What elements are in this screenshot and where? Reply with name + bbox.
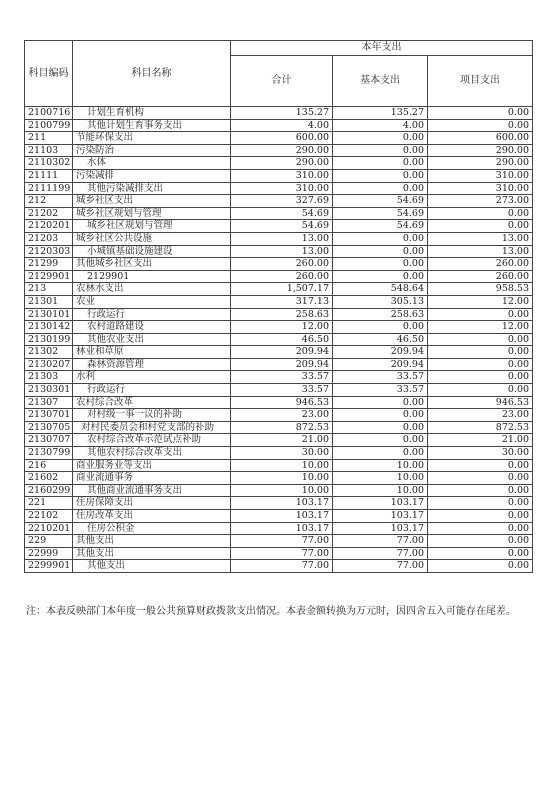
cell-basic: 0.00 (333, 421, 428, 434)
cell-name: 计划生育机构 (73, 107, 231, 120)
table-row (25, 270, 533, 283)
cell-basic: 548.64 (333, 283, 428, 296)
cell-code: 21103 (25, 144, 73, 157)
cell-total: 600.00 (231, 132, 333, 145)
cell-project: 0.00 (428, 384, 533, 397)
cell-code: 2129901 (25, 270, 73, 283)
table-row (25, 447, 533, 460)
cell-name: 商业流通事务 (73, 472, 231, 485)
cell-name: 其他商业流通事务支出 (73, 484, 231, 497)
table-row (25, 132, 533, 145)
cell-basic: 10.00 (333, 484, 428, 497)
cell-total: 77.00 (231, 547, 333, 560)
cell-total: 103.17 (231, 497, 333, 510)
table-row (25, 321, 533, 334)
cell-name: 行政运行 (73, 384, 231, 397)
cell-basic: 0.00 (333, 258, 428, 271)
cell-basic: 33.57 (333, 384, 428, 397)
table-body (25, 107, 533, 573)
cell-total: 310.00 (231, 182, 333, 195)
cell-basic: 0.00 (333, 232, 428, 245)
cell-project: 12.00 (428, 321, 533, 334)
cell-code: 2299901 (25, 560, 73, 573)
cell-name: 森林资源管理 (73, 358, 231, 371)
cell-project: 260.00 (428, 270, 533, 283)
cell-code: 221 (25, 497, 73, 510)
cell-code: 2111199 (25, 182, 73, 195)
cell-code: 216 (25, 459, 73, 472)
cell-code: 21202 (25, 207, 73, 220)
cell-name: 城乡社区规划与管理 (73, 207, 231, 220)
cell-project: 273.00 (428, 195, 533, 208)
cell-project: 0.00 (428, 522, 533, 535)
table-row (25, 472, 533, 485)
cell-total: 77.00 (231, 560, 333, 573)
cell-total: 260.00 (231, 258, 333, 271)
cell-total: 209.94 (231, 346, 333, 359)
cell-code: 2130101 (25, 308, 73, 321)
cell-basic: 0.00 (333, 321, 428, 334)
expenditure-table-sheet (24, 40, 532, 573)
table-row (25, 157, 533, 170)
table-header-row-top (25, 41, 533, 56)
cell-project: 0.00 (428, 346, 533, 359)
cell-total: 1,507.17 (231, 283, 333, 296)
cell-name: 城乡社区规划与管理 (73, 220, 231, 233)
cell-total: 33.57 (231, 371, 333, 384)
cell-code: 21203 (25, 232, 73, 245)
cell-code: 2110302 (25, 157, 73, 170)
cell-name: 其他计划生育事务支出 (73, 119, 231, 132)
cell-code: 2130705 (25, 421, 73, 434)
table-row (25, 182, 533, 195)
table-row (25, 434, 533, 447)
cell-project: 0.00 (428, 119, 533, 132)
cell-basic: 46.50 (333, 333, 428, 346)
cell-name: 林业和草原 (73, 346, 231, 359)
table-row (25, 283, 533, 296)
cell-basic: 209.94 (333, 346, 428, 359)
header-group: 本年支出 (231, 41, 533, 56)
table-row (25, 295, 533, 308)
cell-total: 290.00 (231, 144, 333, 157)
table-row (25, 358, 533, 371)
cell-code: 21303 (25, 371, 73, 384)
cell-code: 2100799 (25, 119, 73, 132)
cell-total: 33.57 (231, 384, 333, 397)
cell-basic: 10.00 (333, 459, 428, 472)
cell-total: 21.00 (231, 434, 333, 447)
cell-name: 商业服务业等支出 (73, 459, 231, 472)
cell-basic: 0.00 (333, 157, 428, 170)
cell-total: 317.13 (231, 295, 333, 308)
cell-project: 872.53 (428, 421, 533, 434)
cell-project: 0.00 (428, 107, 533, 120)
cell-total: 10.00 (231, 484, 333, 497)
table-row (25, 371, 533, 384)
cell-basic: 54.69 (333, 195, 428, 208)
cell-code: 2100716 (25, 107, 73, 120)
cell-name: 对村级一事一议的补助 (73, 409, 231, 422)
cell-code: 2130142 (25, 321, 73, 334)
cell-basic: 0.00 (333, 434, 428, 447)
header-basic: 基本支出 (333, 56, 428, 107)
table-row (25, 409, 533, 422)
cell-name: 农村综合改革示范试点补助 (73, 434, 231, 447)
cell-project: 260.00 (428, 258, 533, 271)
cell-code: 21602 (25, 472, 73, 485)
table-row (25, 510, 533, 523)
cell-basic: 103.17 (333, 522, 428, 535)
cell-project: 0.00 (428, 497, 533, 510)
cell-code: 2120303 (25, 245, 73, 258)
cell-name: 农村综合改革 (73, 396, 231, 409)
cell-basic: 10.00 (333, 472, 428, 485)
cell-total: 54.69 (231, 220, 333, 233)
cell-total: 327.69 (231, 195, 333, 208)
header-code: 科目编码 (25, 41, 73, 107)
cell-project: 12.00 (428, 295, 533, 308)
cell-basic: 0.00 (333, 447, 428, 460)
cell-basic: 33.57 (333, 371, 428, 384)
cell-code: 21302 (25, 346, 73, 359)
cell-total: 13.00 (231, 245, 333, 258)
cell-name: 农业 (73, 295, 231, 308)
table-row (25, 258, 533, 271)
cell-basic: 305.13 (333, 295, 428, 308)
cell-code: 22999 (25, 547, 73, 560)
cell-total: 30.00 (231, 447, 333, 460)
cell-code: 2210201 (25, 522, 73, 535)
cell-total: 209.94 (231, 358, 333, 371)
cell-name: 水利 (73, 371, 231, 384)
cell-basic: 0.00 (333, 144, 428, 157)
table-row (25, 421, 533, 434)
cell-project: 13.00 (428, 232, 533, 245)
table-row (25, 119, 533, 132)
cell-total: 4.00 (231, 119, 333, 132)
cell-project: 0.00 (428, 308, 533, 321)
cell-project: 0.00 (428, 472, 533, 485)
cell-name: 其他支出 (73, 547, 231, 560)
cell-code: 2130799 (25, 447, 73, 460)
table-row (25, 144, 533, 157)
cell-project: 946.53 (428, 396, 533, 409)
cell-project: 600.00 (428, 132, 533, 145)
cell-name: 其他城乡社区支出 (73, 258, 231, 271)
table-row (25, 560, 533, 573)
table-row (25, 459, 533, 472)
cell-code: 21307 (25, 396, 73, 409)
cell-project: 21.00 (428, 434, 533, 447)
cell-project: 23.00 (428, 409, 533, 422)
cell-total: 290.00 (231, 157, 333, 170)
cell-total: 946.53 (231, 396, 333, 409)
table-row (25, 220, 533, 233)
cell-code: 2130701 (25, 409, 73, 422)
cell-name: 其他支出 (73, 560, 231, 573)
expenditure-table (24, 40, 533, 573)
cell-basic: 54.69 (333, 220, 428, 233)
cell-project: 0.00 (428, 484, 533, 497)
cell-project: 0.00 (428, 547, 533, 560)
cell-name: 其他农村综合改革支出 (73, 447, 231, 460)
cell-name: 对村民委员会和村党支部的补助 (73, 421, 231, 434)
header-project: 项目支出 (428, 56, 533, 107)
cell-total: 103.17 (231, 522, 333, 535)
table-row (25, 169, 533, 182)
cell-code: 2130199 (25, 333, 73, 346)
cell-name: 其他污染减排支出 (73, 182, 231, 195)
cell-project: 0.00 (428, 510, 533, 523)
cell-project: 0.00 (428, 459, 533, 472)
table-row (25, 535, 533, 548)
cell-name: 水体 (73, 157, 231, 170)
cell-name: 小城镇基础设施建设 (73, 245, 231, 258)
cell-code: 213 (25, 283, 73, 296)
cell-project: 13.00 (428, 245, 533, 258)
cell-basic: 77.00 (333, 547, 428, 560)
cell-project: 958.53 (428, 283, 533, 296)
cell-basic: 0.00 (333, 245, 428, 258)
cell-total: 12.00 (231, 321, 333, 334)
cell-basic: 135.27 (333, 107, 428, 120)
cell-code: 211 (25, 132, 73, 145)
cell-name: 其他支出 (73, 535, 231, 548)
cell-project: 0.00 (428, 371, 533, 384)
cell-project: 0.00 (428, 207, 533, 220)
cell-total: 13.00 (231, 232, 333, 245)
cell-total: 872.53 (231, 421, 333, 434)
cell-project: 310.00 (428, 169, 533, 182)
cell-name: 住房保障支出 (73, 497, 231, 510)
cell-total: 258.63 (231, 308, 333, 321)
cell-project: 0.00 (428, 220, 533, 233)
cell-basic: 77.00 (333, 560, 428, 573)
cell-code: 2160299 (25, 484, 73, 497)
cell-basic: 103.17 (333, 497, 428, 510)
table-row (25, 195, 533, 208)
cell-basic: 4.00 (333, 119, 428, 132)
cell-total: 46.50 (231, 333, 333, 346)
cell-basic: 258.63 (333, 308, 428, 321)
cell-name: 城乡社区公共设施 (73, 232, 231, 245)
cell-name: 节能环保支出 (73, 132, 231, 145)
cell-name: 行政运行 (73, 308, 231, 321)
cell-basic: 0.00 (333, 396, 428, 409)
table-row (25, 396, 533, 409)
cell-project: 0.00 (428, 358, 533, 371)
header-name: 科目名称 (73, 41, 231, 107)
table-row (25, 346, 533, 359)
cell-total: 10.00 (231, 459, 333, 472)
cell-total: 54.69 (231, 207, 333, 220)
cell-code: 2120201 (25, 220, 73, 233)
cell-basic: 0.00 (333, 182, 428, 195)
cell-project: 0.00 (428, 535, 533, 548)
cell-code: 2130707 (25, 434, 73, 447)
cell-name: 污染减排 (73, 169, 231, 182)
cell-project: 290.00 (428, 144, 533, 157)
cell-name: 住房公积金 (73, 522, 231, 535)
cell-basic: 0.00 (333, 409, 428, 422)
cell-basic: 54.69 (333, 207, 428, 220)
table-row (25, 547, 533, 560)
cell-total: 135.27 (231, 107, 333, 120)
cell-basic: 0.00 (333, 169, 428, 182)
header-total: 合计 (231, 56, 333, 107)
cell-name: 污染防治 (73, 144, 231, 157)
cell-code: 21299 (25, 258, 73, 271)
table-row (25, 245, 533, 258)
cell-name: 2129901 (73, 270, 231, 283)
table-row (25, 484, 533, 497)
cell-total: 77.00 (231, 535, 333, 548)
table-row (25, 333, 533, 346)
cell-project: 30.00 (428, 447, 533, 460)
cell-code: 21301 (25, 295, 73, 308)
table-row (25, 497, 533, 510)
cell-name: 农村道路建设 (73, 321, 231, 334)
table-row (25, 384, 533, 397)
table-row (25, 207, 533, 220)
cell-project: 0.00 (428, 333, 533, 346)
cell-basic: 103.17 (333, 510, 428, 523)
cell-basic: 0.00 (333, 270, 428, 283)
table-row (25, 107, 533, 120)
footnote: 注：本表反映部门本年度一般公共预算财政拨款支出情况。本表金额转换为万元时，因四舍五入可能存在尾差。 (26, 606, 516, 617)
cell-total: 310.00 (231, 169, 333, 182)
cell-basic: 209.94 (333, 358, 428, 371)
cell-basic: 77.00 (333, 535, 428, 548)
cell-basic: 0.00 (333, 132, 428, 145)
cell-code: 21111 (25, 169, 73, 182)
cell-name: 农林水支出 (73, 283, 231, 296)
cell-total: 23.00 (231, 409, 333, 422)
cell-code: 212 (25, 195, 73, 208)
cell-name: 其他农业支出 (73, 333, 231, 346)
cell-code: 229 (25, 535, 73, 548)
cell-code: 2130301 (25, 384, 73, 397)
cell-project: 310.00 (428, 182, 533, 195)
cell-project: 0.00 (428, 560, 533, 573)
cell-project: 290.00 (428, 157, 533, 170)
cell-name: 住房改革支出 (73, 510, 231, 523)
table-row (25, 308, 533, 321)
cell-total: 10.00 (231, 472, 333, 485)
cell-name: 城乡社区支出 (73, 195, 231, 208)
cell-total: 260.00 (231, 270, 333, 283)
table-row (25, 522, 533, 535)
cell-total: 103.17 (231, 510, 333, 523)
cell-code: 22102 (25, 510, 73, 523)
table-row (25, 232, 533, 245)
cell-code: 2130207 (25, 358, 73, 371)
